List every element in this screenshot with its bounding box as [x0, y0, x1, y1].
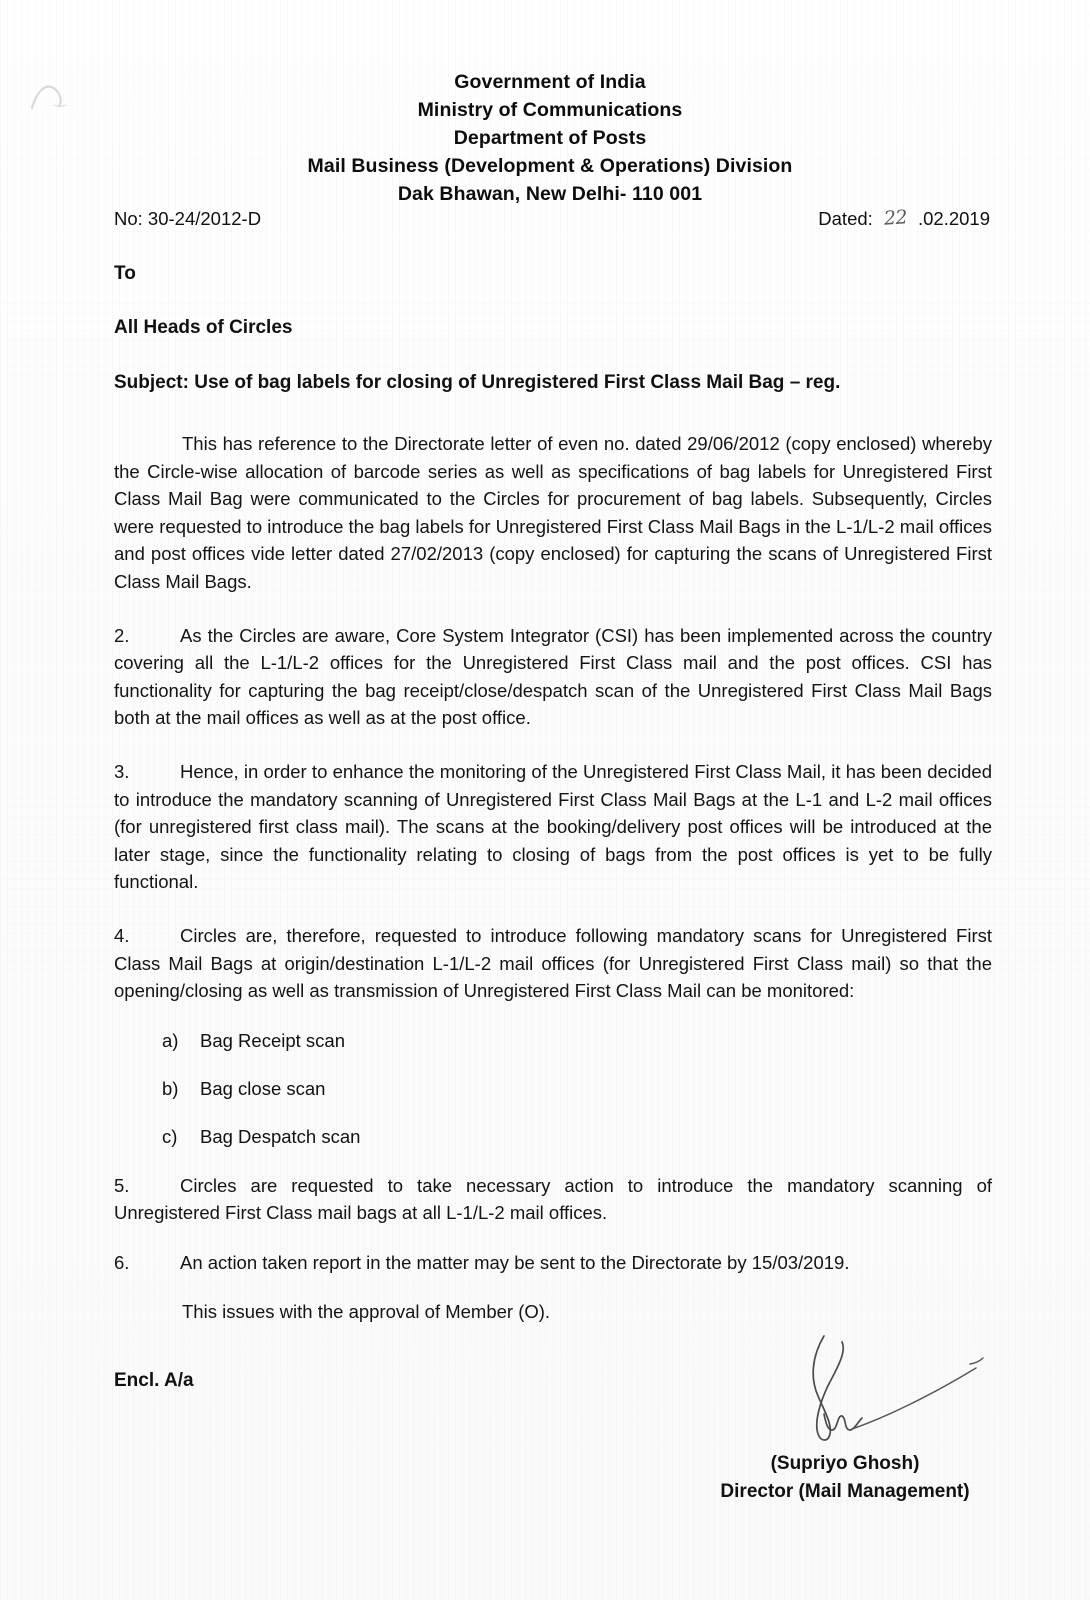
reference-and-date-row: [114, 208, 990, 230]
paragraph-5-text: Circles are requested to take necessary action to introduce the mandatory scanning of Unregistered First Class mail bags at all L-1/L-2 mail offices.: [114, 1174, 992, 1224]
paragraph-1: This has reference to the Directorate letter of even no. dated 29/06/2012 (copy enclosed) whereby the Circle-wise allocation of barcode series as well as specifications of bag labels for Unregistered First Class Mail Bag were communicated to the Circles for procurement of bag labels. Subsequently, Circles were requested to introduce the bag labels for Unregistered First Class Mail Bags in the L-1/L-2 mail offices and post offices vide letter dated 27/02/2013 (copy enclosed) for capturing the scans of Unregistered First Class Mail Bags.: [114, 433, 992, 592]
list-item: [162, 1123, 992, 1150]
list-item-label: Bag Receipt scan: [200, 1029, 346, 1051]
paragraph-3: [114, 758, 992, 896]
list-item: [162, 1075, 992, 1102]
mandatory-scans-list: [114, 1027, 992, 1150]
handwritten-date-day: 22: [882, 206, 908, 230]
paragraph-3-text: Hence, in order to enhance the monitoring of the Unregistered First Class Mail, it has been decided to introduce the mandatory scanning of Unregistered First Class Mail Bags at the L-1 and L-2 mail offices (for unregistered first class mail). The scans at the booking/delivery post offices will be introduced at the later stage, since the functionality relating to closing of bags from the post offices is yet to be fully functional.: [114, 760, 992, 893]
paragraph-4-number: 4.: [114, 924, 130, 946]
enclosure-note: Encl. A/a: [114, 1370, 194, 1391]
paragraph-5-number: 5.: [114, 1174, 130, 1196]
letterhead-line-government: Government of India: [454, 71, 646, 93]
list-item-marker: a): [162, 1029, 179, 1051]
date-block: [818, 208, 990, 230]
paragraph-4-text: Circles are, therefore, requested to introduce following mandatory scans for Unregistered First Class Mail Bags at origin/destination L-1/L-2 mail offices (for Unregistered First Class mail) so that the opening/closing as well as transmission of Unregistered First Class Mail can be monitored:: [114, 924, 992, 1002]
letterhead-line-address: Dak Bhawan, New Delhi- 110 001: [397, 183, 703, 205]
list-item-marker: b): [162, 1077, 179, 1099]
paragraph-2: [114, 622, 992, 732]
list-item-label: Bag close scan: [200, 1077, 326, 1099]
letterhead: [110, 68, 990, 208]
date-label: Dated:: [818, 208, 873, 229]
handwritten-signature: [685, 1330, 1005, 1448]
paragraph-6: [114, 1249, 992, 1277]
paragraph-5: [114, 1172, 992, 1227]
signature-block: [685, 1330, 1005, 1506]
closing-approval-line: This issues with the approval of Member (O).: [182, 1301, 551, 1323]
salutation-to: To: [114, 263, 136, 284]
letter-body: [114, 430, 992, 1326]
list-item-marker: c): [162, 1125, 178, 1147]
paragraph-6-text: An action taken report in the matter may be sent to the Directorate by 15/03/2019.: [180, 1251, 850, 1273]
paragraph-2-number: 2.: [114, 624, 130, 646]
letterhead-line-division: Mail Business (Development & Operations) Division: [307, 155, 793, 177]
paragraph-3-number: 3.: [114, 760, 130, 782]
addressee: All Heads of Circles: [114, 317, 293, 338]
scan-artifact-mark: [28, 78, 88, 114]
reference-number: No: 30-24/2012-D: [114, 208, 262, 229]
paragraph-6-number: 6.: [114, 1251, 130, 1273]
signatory-title: Director (Mail Management): [720, 1481, 970, 1502]
paragraph-4: [114, 922, 992, 1005]
letterhead-line-ministry: Ministry of Communications: [417, 99, 683, 121]
letterhead-line-department: Department of Posts: [453, 127, 647, 149]
signatory-name: (Supriyo Ghosh): [770, 1453, 920, 1474]
list-item: [162, 1027, 992, 1054]
subject-line: Subject: Use of bag labels for closing of Unregistered First Class Mail Bag – reg.: [114, 372, 841, 393]
paragraph-2-text: As the Circles are aware, Core System Integrator (CSI) has been implemented across the country covering all the L-1/L-2 offices for the Unregistered First Class mail and the post offices. CSI has functionality for capturing the bag receipt/close/despatch scan of the Unregistered First Class Mail Bags both at the mail offices as well as at the post office.: [114, 624, 992, 729]
list-item-label: Bag Despatch scan: [200, 1125, 361, 1147]
date-month-year: .02.2019: [917, 208, 990, 229]
